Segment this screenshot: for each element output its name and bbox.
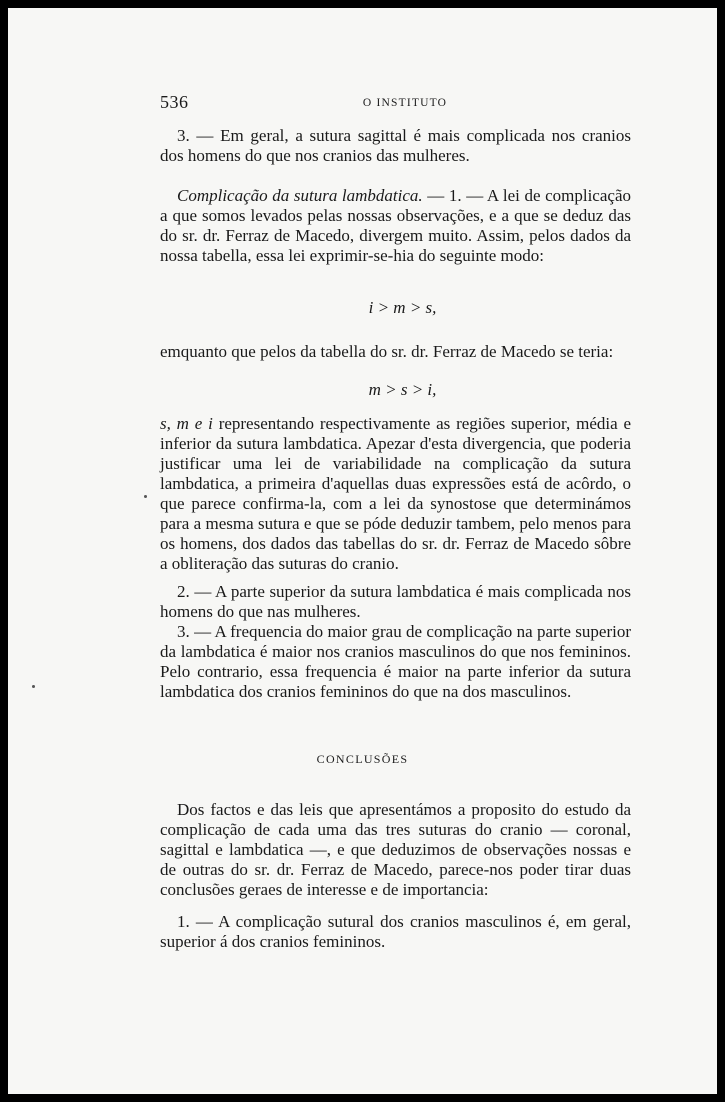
paragraph-lambdatica-1-text: — 1. — A lei de complicação a que somos levados pelas nossas observações, e a que se deduz das do sr. dr. Ferraz de Macedo, divergem muito. Assim, pelos dados da nossa tabella, essa lei exprimir-se-hia do seguinte modo: (160, 186, 631, 265)
page-header (160, 92, 650, 114)
paragraph-conclusao-1: 1. — A complicação sutural dos cranios masculinos é, em geral, superior á dos cranios femininos. (160, 912, 631, 951)
paragraph-lambdatica-2: 2. — A parte superior da sutura lambdatica é mais complicada nos homens do que nas mulheres. (160, 582, 631, 621)
paragraph-lambdatica-1 (160, 186, 631, 266)
section-heading-conclusoes: CONCLUSÕES (316, 752, 409, 766)
paragraph-variables (160, 414, 631, 574)
page-number: 536 (160, 92, 189, 112)
running-title: O INSTITUTO (362, 97, 448, 109)
formula-ferraz: m > s > i, (368, 380, 437, 399)
paragraph-conclusoes: Dos factos e das leis que apresentámos a proposito do estudo da complicação de cada uma das tres suturas do cranio — coronal, sagittal e lambdatica —, e que deduzimos de observações nossas e de outras do sr. dr. Ferraz de Macedo, parece-nos poder tirar duas conclusões geraes de interesse e de importancia: (160, 800, 631, 899)
paragraph-lambdatica-3: 3. — A frequencia do maior grau de complicação na parte superior da lambdatica é maior nos cranios masculinos do que nos femininos. Pelo contrario, essa frequencia é maior na parte inferior da sutura lambdatica dos cranios femininos do que na dos masculinos. (160, 622, 631, 701)
section-heading-lambdatica: Complicação da sutura lambdatica. (177, 186, 423, 205)
paragraph-sagittal-3: 3. — Em geral, a sutura sagittal é mais complicada nos cranios dos homens do que nos cranios das mulheres. (160, 126, 631, 165)
page (8, 8, 717, 1094)
print-speck (144, 495, 147, 498)
paragraph-emquanto: emquanto que pelos da tabella do sr. dr. Ferraz de Macedo se teria: (160, 342, 614, 361)
paragraph-variables-text: representando respectivamente as regiões superior, média e inferior da sutura lambdatica. Apezar d'esta divergencia, que poderia justificar uma lei de variabilidade na complicação da sutura lambdatica, a primeira d'aquellas duas expressões está de acôrdo, o que parece confirma-la, com a lei da synostose que determinámos para a mesma sutura e que se póde deduzir tambem, pelo menos para os homens, dos dados das tabellas do sr. dr. Ferraz de Macedo sôbre a obliteração das suturas do cranio. (160, 414, 631, 573)
variables-lead: s, m e i (160, 414, 213, 433)
formula-observations: i > m > s, (368, 298, 437, 317)
print-speck (32, 685, 35, 688)
